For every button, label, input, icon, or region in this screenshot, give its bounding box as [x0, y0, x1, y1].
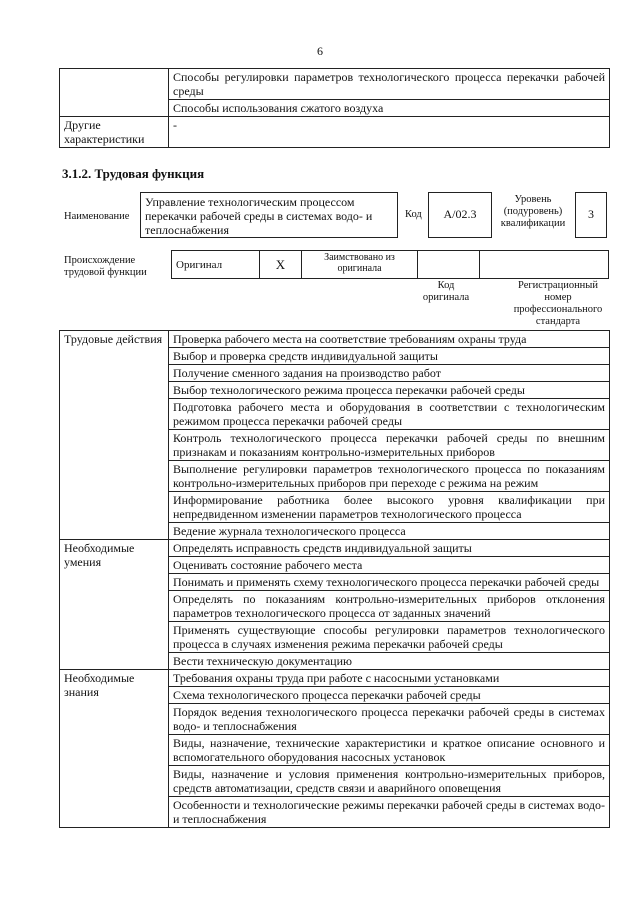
table-cell: - — [169, 117, 610, 148]
original-mark: X — [260, 251, 302, 279]
main-table — [59, 330, 610, 828]
level-label: Уровень (подуровень) квалификации — [500, 194, 566, 229]
group-label: Необходимые знания — [60, 670, 169, 828]
table-cell: Информирование работника более высокого уровня квалификации при непредвиденном изменении параметров технологического процесса — [169, 492, 610, 523]
table-cell: Выполнение регулировки параметров технологического процесса по показаниям контрольно-измерительных приборов при переходе с режима на режим — [169, 461, 610, 492]
table-cell: Требования охраны труда при работе с насосными установками — [169, 670, 610, 687]
group-label: Трудовые действия — [60, 331, 169, 540]
level-value: 3 — [575, 192, 607, 238]
reg-number-cell — [480, 251, 609, 279]
table-cell: Применять существующие способы регулировки параметров технологического процесса в случаях изменения режима перекачки рабочей среды — [169, 622, 610, 653]
table-cell: Контроль технологического процесса перекачки рабочей среды по внешним признакам и показаниям контрольно-измерительных приборов — [169, 430, 610, 461]
top-table — [59, 68, 610, 148]
table-cell: Получение сменного задания на производство работ — [169, 365, 610, 382]
table-cell: Схема технологического процесса перекачки рабочей среды — [169, 687, 610, 704]
code-original-caption: Код оригинала — [422, 280, 470, 303]
table-cell: Ведение журнала технологического процесса — [169, 523, 610, 540]
table-row — [60, 69, 610, 100]
table-cell: Определять по показаниям контрольно-измерительных приборов отклонения параметров технологического процесса от заданных значений — [169, 591, 610, 622]
table-row — [60, 331, 610, 348]
code-label: Код — [405, 209, 422, 220]
table-row — [60, 670, 610, 687]
table-cell: Вести техническую документацию — [169, 653, 610, 670]
name-value: Управление технологическим процессом перекачки рабочей среды в системах водо- и теплоснабжения — [140, 192, 398, 238]
reg-number-caption: Регистрационный номер профессионального стандарта — [513, 280, 603, 327]
table-cell: Способы использования сжатого воздуха — [169, 100, 610, 117]
table-cell: Подготовка рабочего места и оборудования в соответствии с технологическим режимом процесса перекачки рабочей среды — [169, 399, 610, 430]
code-value: А/02.3 — [428, 192, 492, 238]
origin-table — [171, 250, 609, 279]
origin-label: Происхождение трудовой функции — [64, 255, 147, 278]
code-original-cell — [418, 251, 480, 279]
table-cell: Понимать и применять схему технологического процесса перекачки рабочей среды — [169, 574, 610, 591]
table-cell: Порядок ведения технологического процесса перекачки рабочей среды в системах водо- и теплоснабжения — [169, 704, 610, 735]
name-label: Наименование — [64, 211, 130, 222]
table-cell: Особенности и технологические режимы перекачки рабочей среды в системах водо- и теплоснабжения — [169, 797, 610, 828]
table-cell: Виды, назначение и условия применения контрольно-измерительных приборов, средств автоматизации, средств связи и аварийного оповещения — [169, 766, 610, 797]
borrowed-label: Заимствовано из оригинала — [302, 251, 418, 279]
table-cell: Выбор и проверка средств индивидуальной защиты — [169, 348, 610, 365]
table-cell: Определять исправность средств индивидуальной защиты — [169, 540, 610, 557]
original-label: Оригинал — [172, 251, 260, 279]
table-cell: Виды, назначение, технические характеристики и краткое описание основного и вспомогательного оборудования насосных установок — [169, 735, 610, 766]
group-label: Необходимые умения — [60, 540, 169, 670]
table-cell: Выбор технологического режима процесса перекачки рабочей среды — [169, 382, 610, 399]
table-cell: Способы регулировки параметров технологического процесса перекачки рабочей среды — [169, 69, 610, 100]
section-title: 3.1.2. Трудовая функция — [62, 166, 205, 181]
row-label: Другие характеристики — [60, 117, 169, 148]
table-row — [60, 117, 610, 148]
table-cell: Оценивать состояние рабочего места — [169, 557, 610, 574]
table-row — [60, 540, 610, 557]
page-number: 6 — [317, 44, 323, 58]
table-cell: Проверка рабочего места на соответствие требованиям охраны труда — [169, 331, 610, 348]
row-label — [60, 69, 169, 117]
